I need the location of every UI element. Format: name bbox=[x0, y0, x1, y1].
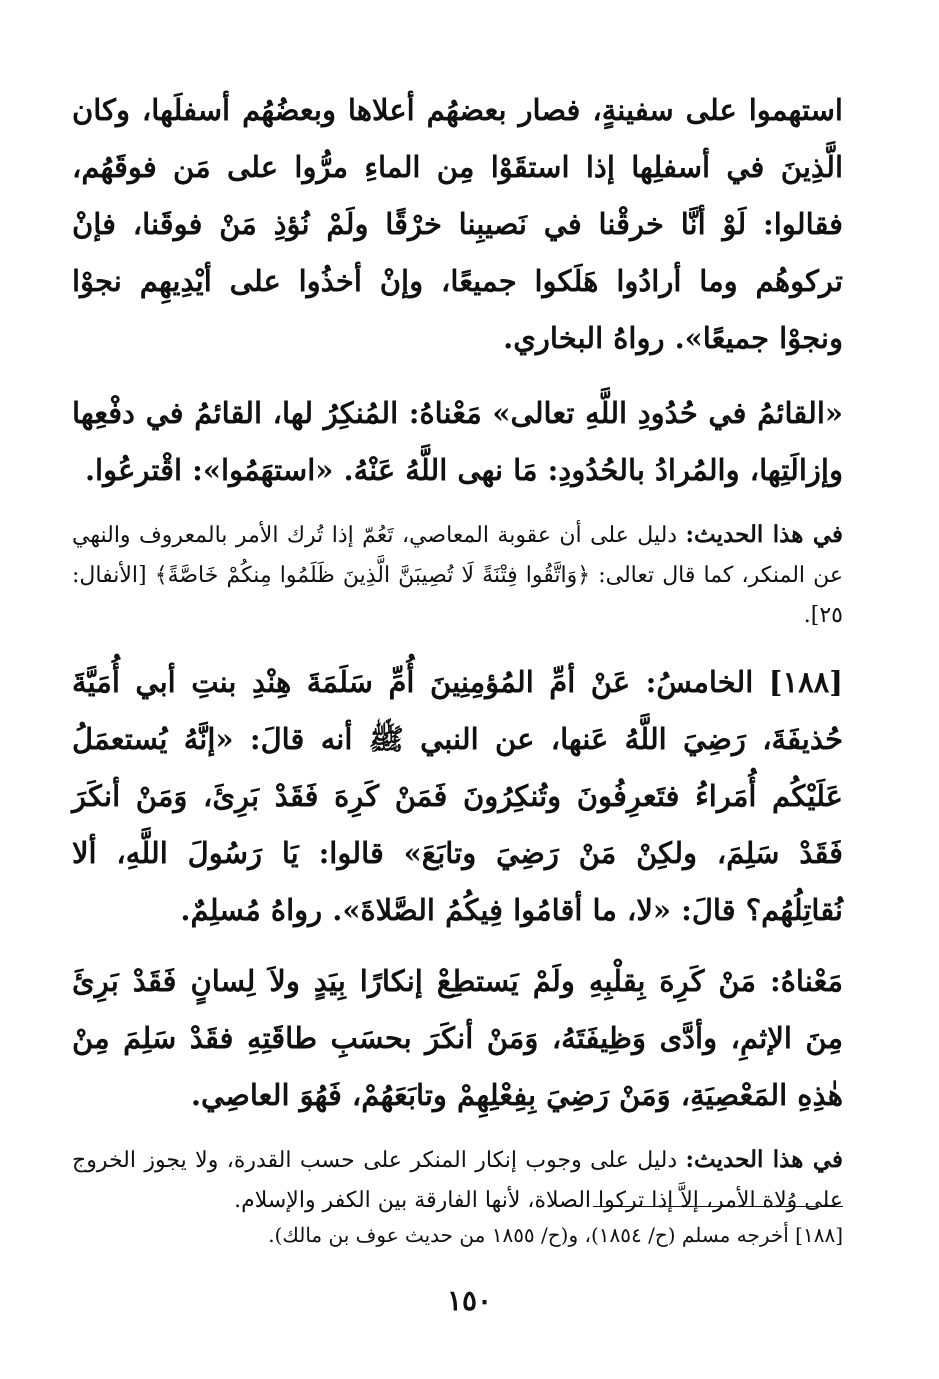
footnote-divider bbox=[593, 1206, 843, 1207]
hadith-continuation: استهموا على سفينةٍ، فصار بعضهُم أعلاها وبعضُهُم أسفلَها، وكان الَّذِينَ في أسفلِها إذا استقَوْا مِن الماءِ مرُّوا على مَن فوقَهُم، فقالوا: لَوْ أنَّا خرقْنا في نَصيبِنا خرْقًا ولَمْ نُؤذِ مَنْ فوقَنا، فإنْ تركوهُم وما أرادُوا هَلَكوا جميعًا، وإنْ أخذُوا على أيْدِيهِم نجوْا ونجوْا جميعًا». رواهُ البخاري. bbox=[72, 93, 844, 355]
explanation-paragraph-2: مَعْناهُ: مَنْ كَرِهَ بِقلْبِهِ ولَمْ يَستطِعْ إنكارًا بِيَدٍ ولاَ لِسانٍ فَقَدْ بَرِئَ مِنَ الإثمِ، وأدَّى وَظِيفَتَهُ، وَمَنْ أنكَرَ بحسَبِ طاقَتِهِ فقَدْ سَلِمَ مِنْ هٰذِهِ المَعْصِيَةِ، وَمَنْ رَضِيَ بِفِعْلِهِمْ وتابَعَهُمْ، فَهُوَ العاصِي. bbox=[72, 964, 843, 1112]
commentary-text: دليل على أن عقوبة المعاصي، تَعُمّ إذا تُرك الأمر بالمعروف والنهي عن المنكر، كما قال تعالى: bbox=[72, 523, 843, 588]
quran-quote: ﴿وَاتَّقُوا فِتْنَةً لَا تُصِيبَنَّ الَّذِينَ ظَلَمُوا مِنكُمْ خَاصَّةً﴾ bbox=[154, 563, 591, 588]
page-body bbox=[72, 82, 843, 1379]
hadith-188: [١٨٨] الخامسُ: عَنْ أمِّ المُؤمِنِينَ أُمِّ سَلَمَةَ هِنْدِ بنتِ أبي أُمَيَّةَ حُذيفَةَ، رَضِيَ اللَّهُ عَنها، عن النبي ﷺ أنه قالَ: «إنَّهُ يُستعمَلُ عَلَيْكُم أُمَراءُ فتَعرِفُونَ وتُنكِرُونَ فَمَنْ كَرِهَ فَقَدْ بَرِئَ، وَمَنْ أنكَرَ فَقَدْ سَلِمَ، ولكِنْ مَنْ رَضِيَ وتابَعَ» قالوا: يَا رَسُولَ اللَّهِ، ألا نُقاتِلُهُم؟ قالَ: «لا، ما أقامُوا فِيكُمُ الصَّلاةَ». رواهُ مُسلِمٌ. bbox=[72, 665, 843, 927]
footnote: [١٨٨] أخرجه مسلم (ح/ ١٨٥٤)، و(ح/ ١٨٥٥ من حديث عوف بن مالك). bbox=[268, 1223, 843, 1247]
commentary-text-2: دليل على وجوب إنكار المنكر على حسب القدرة، ولا يجوز الخروج على وُلاة الأمر، إلاَّ إذا تركوا الصلاة، لأنها الفارقة بين الكفر والإسلام. bbox=[72, 1148, 843, 1213]
commentary-lead-2: في هذا الحديث: bbox=[685, 1146, 843, 1173]
commentary-lead: في هذا الحديث: bbox=[685, 521, 843, 548]
quran-reference: [الأنفال: ٢٥]. bbox=[72, 563, 843, 628]
commentary-paragraph-2 bbox=[72, 1140, 843, 1221]
explanation-paragraph: «القائمُ في حُدُودِ اللَّهِ تعالى» مَعْناهُ: المُنكِرُ لها، القائمُ في دفْعِها وإزالَتِها، والمُرادُ بالحُدُودِ: مَا نهى اللَّهُ عَنْهُ. «استهَمُوا»: اقْترعُوا. bbox=[72, 396, 843, 487]
commentary-paragraph bbox=[72, 515, 843, 636]
page-number: ١٥٠ bbox=[446, 1284, 493, 1317]
